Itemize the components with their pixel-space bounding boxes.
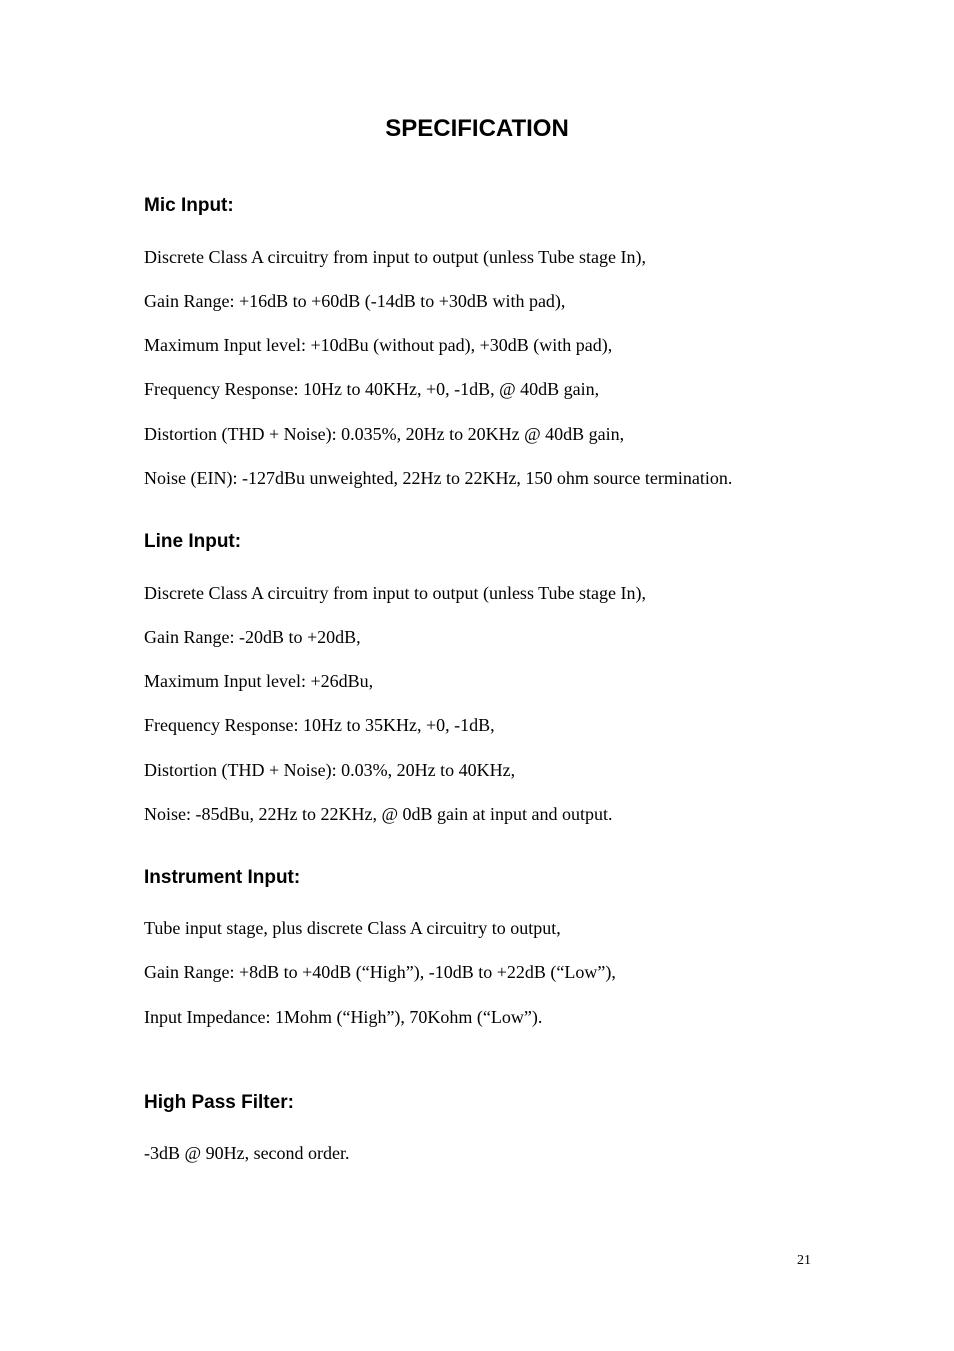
spec-line: Gain Range: +8dB to +40dB (“High”), -10dB to +22dB (“Low”), bbox=[144, 962, 616, 982]
spec-line: Noise: -85dBu, 22Hz to 22KHz, @ 0dB gain at input and output. bbox=[144, 804, 613, 824]
spec-line: Gain Range: +16dB to +60dB (-14dB to +30dB with pad), bbox=[144, 291, 566, 311]
spec-line: -3dB @ 90Hz, second order. bbox=[144, 1143, 350, 1163]
spec-line: Gain Range: -20dB to +20dB, bbox=[144, 627, 361, 647]
page-title: SPECIFICATION bbox=[385, 115, 569, 142]
page-number: 21 bbox=[797, 1253, 811, 1268]
section-heading-instrument-input: Instrument Input: bbox=[144, 867, 301, 888]
spec-line: Frequency Response: 10Hz to 35KHz, +0, -1dB, bbox=[144, 715, 495, 735]
section-heading-line-input: Line Input: bbox=[144, 531, 242, 552]
section-heading-mic-input: Mic Input: bbox=[144, 195, 234, 216]
spec-line: Frequency Response: 10Hz to 40KHz, +0, -1dB, @ 40dB gain, bbox=[144, 379, 600, 399]
section-heading-high-pass-filter: High Pass Filter: bbox=[144, 1092, 294, 1113]
spec-line: Maximum Input level: +10dBu (without pad), +30dB (with pad), bbox=[144, 335, 613, 355]
spec-line: Distortion (THD + Noise): 0.035%, 20Hz to 20KHz @ 40dB gain, bbox=[144, 424, 625, 444]
spec-line: Maximum Input level: +26dBu, bbox=[144, 671, 374, 691]
spec-line: Discrete Class A circuitry from input to output (unless Tube stage In), bbox=[144, 247, 646, 267]
spec-line: Input Impedance: 1Mohm (“High”), 70Kohm (“Low”). bbox=[144, 1007, 543, 1027]
spec-line: Distortion (THD + Noise): 0.03%, 20Hz to 40KHz, bbox=[144, 760, 516, 780]
spec-line: Discrete Class A circuitry from input to output (unless Tube stage In), bbox=[144, 583, 646, 603]
spec-line: Tube input stage, plus discrete Class A circuitry to output, bbox=[144, 918, 561, 938]
spec-line: Noise (EIN): -127dBu unweighted, 22Hz to 22KHz, 150 ohm source termination. bbox=[144, 468, 733, 488]
